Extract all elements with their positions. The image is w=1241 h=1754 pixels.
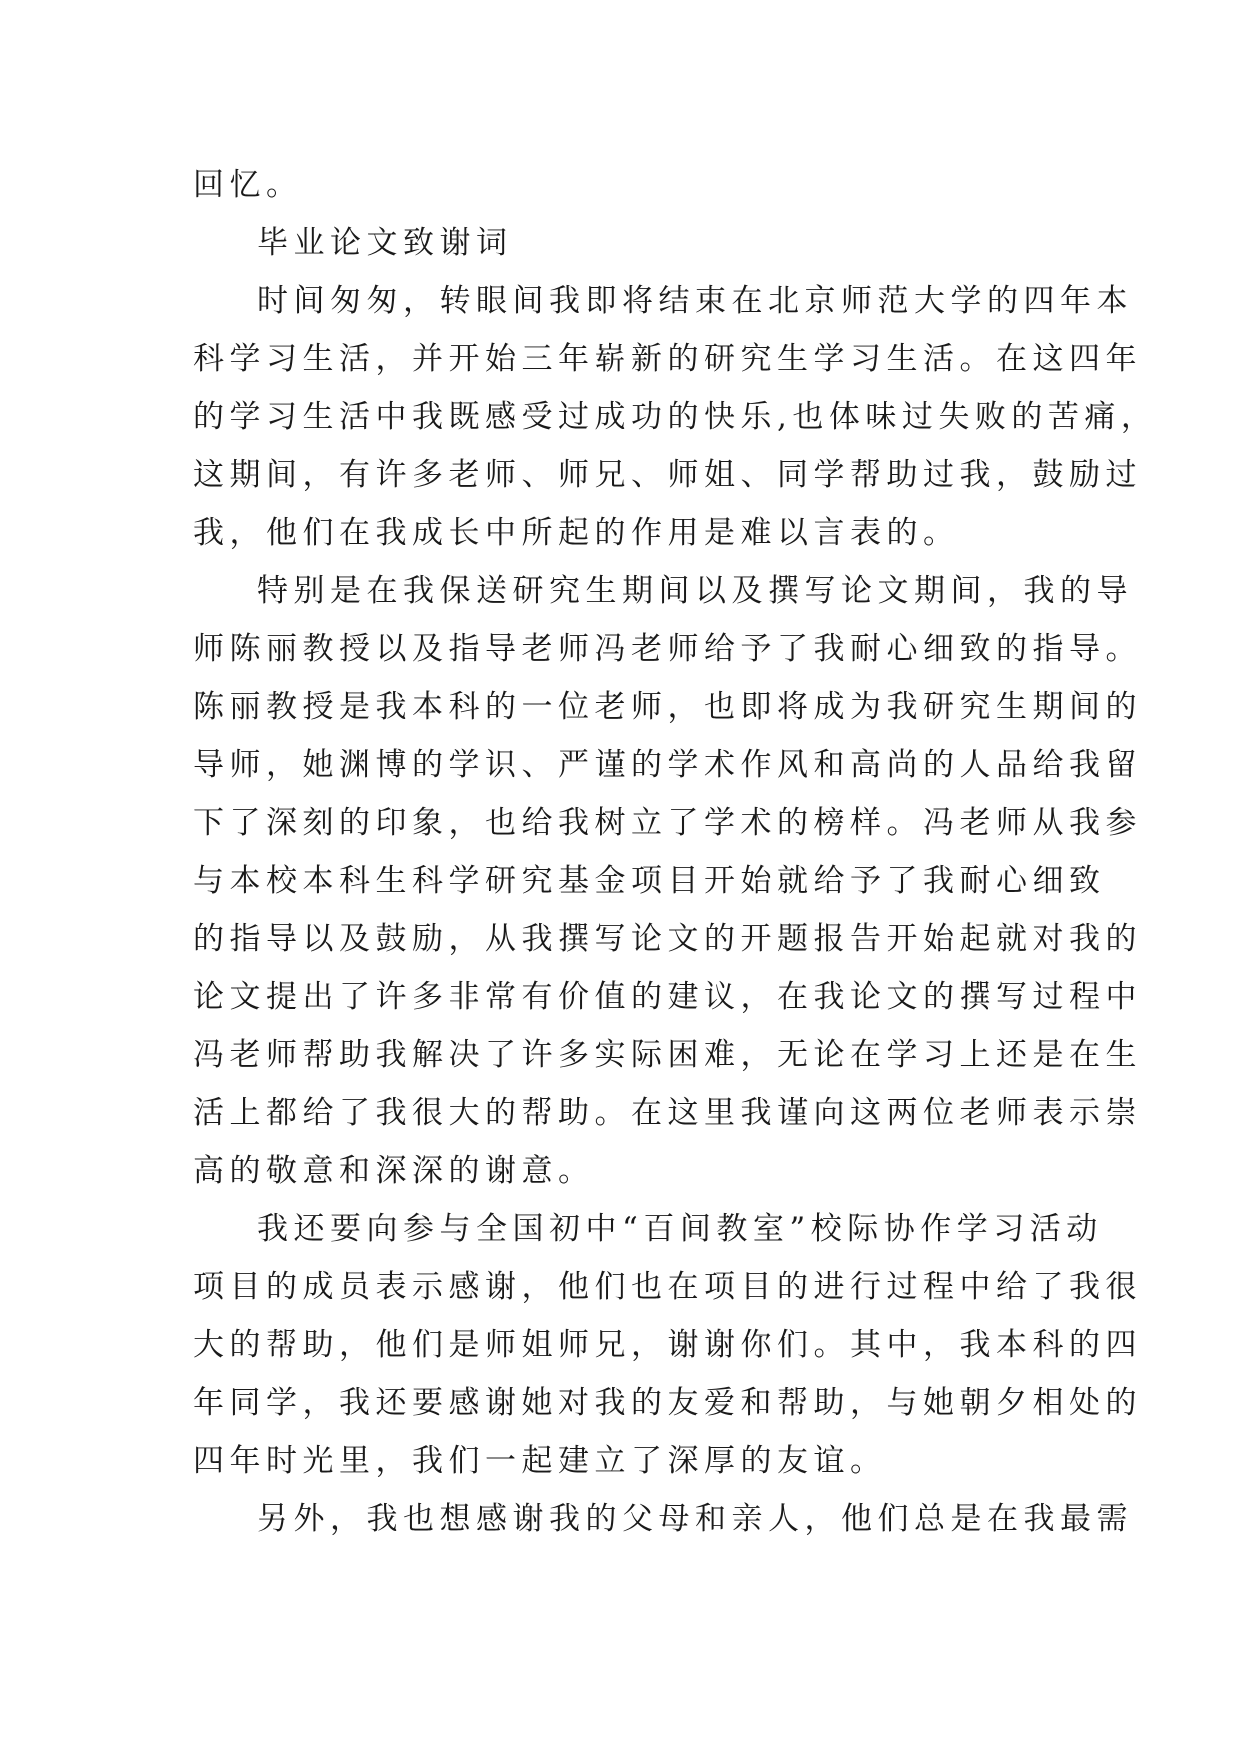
text-line: 科学习生活，并开始三年崭新的研究生学习生活。在这四年	[193, 341, 1142, 377]
text-line: 与本校本科生科学研究基金项目开始就给予了我耐心细致	[193, 863, 1106, 899]
text-line: 项目的成员表示感谢，他们也在项目的进行过程中给了我很	[193, 1269, 1142, 1305]
text-line: 导师，她渊博的学识、严谨的学术作风和高尚的人品给我留	[193, 747, 1142, 783]
text-line: 师陈丽教授以及指导老师冯老师给予了我耐心细致的指导。	[193, 631, 1142, 667]
text-line: 年同学，我还要感谢她对我的友爱和帮助，与她朝夕相处的	[193, 1385, 1142, 1421]
text-line: 四年时光里，我们一起建立了深厚的友谊。	[193, 1443, 887, 1479]
text-line: 陈丽教授是我本科的一位老师，也即将成为我研究生期间的	[193, 689, 1142, 725]
text-line: 大的帮助，他们是师姐师兄，谢谢你们。其中，我本科的四	[193, 1327, 1142, 1363]
text-line: 活上都给了我很大的帮助。在这里我谨向这两位老师表示崇	[193, 1095, 1142, 1131]
text-line: 特别是在我保送研究生期间以及撰写论文期间，我的导	[257, 573, 1133, 609]
text-line: 的学习生活中我既感受过成功的快乐,也体味过失败的苦痛，	[193, 399, 1158, 435]
text-line: 高的敬意和深深的谢意。	[193, 1153, 595, 1189]
text-line: 下了深刻的印象，也给我树立了学术的榜样。冯老师从我参	[193, 805, 1142, 841]
section-heading: 毕业论文致谢词	[257, 225, 513, 261]
text-line: 这期间，有许多老师、师兄、师姐、同学帮助过我，鼓励过	[193, 457, 1142, 493]
text-line: 我还要向参与全国初中“百间教室”校际协作学习活动	[257, 1211, 1103, 1247]
text-line: 冯老师帮助我解决了许多实际困难，无论在学习上还是在生	[193, 1037, 1142, 1073]
text-line: 我，他们在我成长中所起的作用是难以言表的。	[193, 515, 960, 551]
text-line: 回忆。	[193, 167, 303, 203]
text-line: 时间匆匆，转眼间我即将结束在北京师范大学的四年本	[257, 283, 1133, 319]
text-line: 论文提出了许多非常有价值的建议，在我论文的撰写过程中	[193, 979, 1142, 1015]
text-line: 另外，我也想感谢我的父母和亲人，他们总是在我最需	[257, 1501, 1133, 1537]
text-line: 的指导以及鼓励，从我撰写论文的开题报告开始起就对我的	[193, 921, 1142, 957]
